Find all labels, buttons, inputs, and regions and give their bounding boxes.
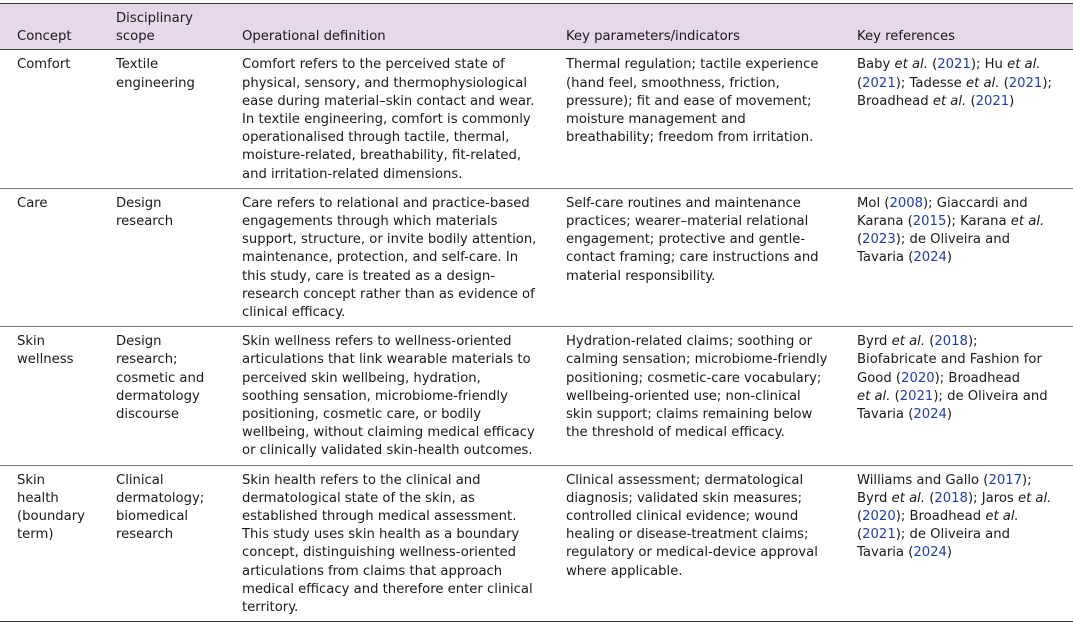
references-line [857, 231, 1069, 249]
scope-line: dermatology; [116, 490, 205, 506]
reference-year-link[interactable]: 2021 [1008, 75, 1043, 91]
parameters-line: breathability; freedom from irritation. [566, 130, 814, 146]
definition-line: or clinically validated skin-health outcomes. [242, 443, 533, 459]
scope-line: Clinical [116, 472, 164, 488]
parameters-line: Self-care routines and maintenance [566, 195, 801, 211]
reference-text: et al. [891, 334, 926, 350]
references-line [857, 370, 1069, 388]
reference-text: ) [946, 250, 953, 266]
definition-line: In textile engineering, comfort is commonly [242, 112, 531, 128]
scope-line: Design [116, 334, 162, 350]
reference-year-link[interactable]: 2021 [899, 388, 934, 404]
references-line [857, 490, 1069, 508]
table-header [0, 4, 1073, 50]
scope-cell [99, 465, 225, 622]
definition-line: physical, sensory, and thermophysiological [242, 75, 527, 91]
reference-text: et al. [857, 388, 891, 404]
header-concept: Concept [0, 4, 99, 50]
reference-text: et al. [985, 509, 1019, 525]
reference-text: ( [857, 527, 863, 543]
parameters-line: wellbeing-oriented use; non-clinical [566, 388, 801, 404]
definition-line: Skin wellness refers to wellness-oriented [242, 334, 512, 350]
header-row [0, 4, 1073, 50]
reference-text: Byrd [857, 334, 892, 350]
references-line [857, 526, 1069, 544]
reference-text: ); [1022, 472, 1032, 488]
definition-line: and irritation-related dimensions. [242, 166, 463, 182]
reference-year-link[interactable]: 2024 [913, 545, 947, 561]
scope-line: research [116, 527, 174, 543]
concept-line: wellness [17, 352, 74, 368]
reference-text: ) [946, 407, 953, 423]
scope-line: discourse [116, 407, 179, 423]
definition-cell [225, 50, 549, 188]
reference-text: ); Karana [946, 214, 1011, 230]
reference-text: ); Giaccardi and [923, 195, 1028, 211]
reference-text: et al. [1010, 214, 1045, 230]
reference-text: et al. [1007, 57, 1041, 73]
parameters-line: material responsibility. [566, 268, 716, 284]
references-line [857, 351, 1069, 369]
scope-cell [99, 188, 225, 326]
references-cell [840, 327, 1073, 465]
parameters-line: contact framing; care instructions and [566, 250, 819, 266]
reference-text: ( [857, 509, 863, 525]
concept-line: Skin [17, 334, 46, 350]
concept-line: Skin [17, 472, 46, 488]
table-row [0, 327, 1073, 465]
reference-text: ); de Oliveira and [933, 388, 1048, 404]
reference-text: ( [925, 334, 935, 350]
definition-line: articulations that link wearable materials to [242, 352, 531, 368]
definition-line: concept, distinguishing wellness-oriented [242, 545, 516, 561]
reference-text: ( [890, 388, 900, 404]
parameters-line: Clinical assessment; dermatological [566, 472, 804, 488]
references-line [857, 213, 1069, 231]
concept-line: (boundary [17, 509, 85, 525]
reference-text: ); [1042, 75, 1052, 91]
reference-text: Biofabricate and Fashion for [857, 352, 1042, 368]
parameters-line: controlled clinical evidence; wound [566, 509, 799, 525]
reference-text: ( [927, 57, 938, 73]
reference-text: ); Broadhead [895, 509, 986, 525]
definition-line: perceived skin wellbeing, hydration, [242, 370, 481, 386]
definition-line: positioning, cosmetic care, or bodily [242, 407, 482, 423]
parameters-line: healing or disease-treatment claims; [566, 527, 809, 543]
references-line [857, 406, 1069, 424]
scope-line: biomedical [116, 509, 189, 525]
reference-text: ); [967, 334, 978, 350]
references-line [857, 544, 1069, 562]
concept-line: Comfort [17, 57, 71, 73]
reference-year-link[interactable]: 2018 [934, 490, 968, 506]
reference-text: ); Jaros [967, 490, 1018, 506]
concept-line: Care [17, 195, 48, 211]
scope-line: research [116, 214, 174, 230]
parameters-cell [549, 465, 840, 622]
concept-cell [0, 327, 99, 465]
parameters-line: diagnosis; validated skin measures; [566, 490, 803, 506]
reference-text: Good ( [857, 370, 902, 386]
reference-year-link[interactable]: 2023 [862, 232, 896, 248]
scope-line: Textile [116, 57, 159, 73]
definition-line: established through medical assessment. [242, 509, 517, 525]
definition-line: support, structure, or invite bodily attention, [242, 232, 537, 248]
table-body [0, 50, 1073, 622]
concept-cell [0, 465, 99, 622]
references-cell [840, 465, 1073, 622]
definition-line: moisture-related, breathability, fit-related, [242, 148, 522, 164]
reference-text: et al. [932, 93, 967, 109]
definition-cell [225, 465, 549, 622]
reference-year-link[interactable]: 2024 [913, 407, 947, 423]
references-cell [840, 188, 1073, 326]
concept-cell [0, 188, 99, 326]
table-row [0, 188, 1073, 326]
definition-line: this study, care is treated as a design- [242, 268, 495, 284]
reference-text: ( [857, 232, 863, 248]
scope-line: engineering [116, 75, 195, 91]
references-line [857, 508, 1069, 526]
definition-line: maintenance, protection, and self-care. In [242, 250, 519, 266]
definition-line: articulations from claims that approach [242, 563, 503, 579]
definition-line: medical efficacy and therefore enter clinical [242, 581, 533, 597]
parameters-line: moisture management and [566, 112, 746, 128]
parameters-cell [549, 327, 840, 465]
concept-line: term) [17, 527, 54, 543]
reference-text: ) [946, 545, 953, 561]
reference-year-link[interactable]: 2015 [912, 214, 947, 230]
header-disciplinary-scope: Disciplinary scope [99, 4, 225, 50]
definition-line: soothing sensation, microbiome-friendly [242, 388, 508, 404]
scope-line: research; [116, 352, 178, 368]
scope-line: cosmetic and [116, 370, 205, 386]
parameters-line: where applicable. [566, 563, 683, 579]
parameters-line: pressure); fit and ease of movement; [566, 93, 812, 109]
reference-text: ); Hu [970, 57, 1008, 73]
reference-text: et al. [894, 57, 928, 73]
reference-text: Baby [857, 57, 895, 73]
table-row [0, 465, 1073, 622]
reference-year-link[interactable]: 2024 [913, 250, 947, 266]
scope-cell [99, 327, 225, 465]
concept-cell [0, 50, 99, 188]
reference-text: ) [1009, 93, 1015, 109]
references-line [857, 75, 1069, 93]
reference-text: Byrd [857, 490, 892, 506]
parameters-line: the threshold of medical efficacy. [566, 425, 785, 441]
reference-text: Williams and Gallo ( [857, 472, 989, 488]
reference-text: et al. [1017, 490, 1052, 506]
definition-line: This study uses skin health as a boundary [242, 527, 520, 543]
reference-text: Karana ( [857, 214, 913, 230]
reference-year-link[interactable]: 2021 [937, 57, 971, 73]
parameters-line: regulatory or medical-device approval [566, 545, 818, 561]
reference-text: Tavaria ( [857, 545, 914, 561]
parameters-line: positioning; cosmetic-care vocabulary; [566, 370, 822, 386]
definition-line: research concept rather than as evidence of [242, 286, 535, 302]
definition-line: ease during material–skin contact and wear. [242, 93, 535, 109]
reference-text: Broadhead [857, 93, 933, 109]
definition-line: Care refers to relational and practice-based [242, 195, 530, 211]
parameters-line: Hydration-related claims; soothing or [566, 334, 813, 350]
references-line [857, 388, 1069, 406]
definition-line: clinical efficacy. [242, 305, 346, 321]
parameters-line: (hand feel, smoothness, friction, [566, 75, 780, 91]
parameters-cell [549, 50, 840, 188]
references-line [857, 195, 1069, 213]
scope-line: Design [116, 195, 162, 211]
reference-year-link[interactable]: 2017 [988, 472, 1022, 488]
definition-cell [225, 188, 549, 326]
definition-cell [225, 327, 549, 465]
references-line [857, 472, 1069, 490]
reference-text: ( [966, 93, 976, 109]
reference-text: et al. [965, 75, 1000, 91]
reference-year-link[interactable]: 2021 [862, 527, 896, 543]
parameters-line: engagement; protective and gentle- [566, 232, 806, 248]
parameters-line: skin support; claims remaining below [566, 407, 813, 423]
scope-cell [99, 50, 225, 188]
definition-line: Comfort refers to the perceived state of [242, 57, 505, 73]
reference-year-link[interactable]: 2008 [889, 195, 924, 211]
reference-text: ( [857, 75, 863, 91]
definition-line: operationalised through tactile, thermal, [242, 130, 510, 146]
scope-line: dermatology [116, 388, 200, 404]
reference-text: ); Broadhead [934, 370, 1021, 386]
parameters-line: practices; wearer–material relational [566, 214, 809, 230]
reference-text: ); de Oliveira and [895, 232, 1010, 248]
parameters-line: Thermal regulation; tactile experience [566, 57, 819, 73]
reference-text: Tavaria ( [857, 407, 914, 423]
reference-text: ); Tadesse [895, 75, 966, 91]
reference-text: ( [925, 490, 935, 506]
reference-text: Mol ( [857, 195, 890, 211]
reference-year-link[interactable]: 2021 [862, 75, 896, 91]
reference-year-link[interactable]: 2020 [901, 370, 935, 386]
table-row [0, 50, 1073, 188]
header-key-references: Key references [840, 4, 1073, 50]
reference-year-link[interactable]: 2021 [975, 93, 1010, 109]
reference-text: ( [999, 75, 1009, 91]
references-line [857, 56, 1069, 74]
reference-text: ); de Oliveira and [895, 527, 1010, 543]
definition-line: wellbeing, without claiming medical efficacy [242, 425, 535, 441]
header-key-parameters: Key parameters/indicators [549, 4, 840, 50]
references-line [857, 93, 1069, 111]
definition-line: territory. [242, 600, 299, 616]
concept-line: health [17, 490, 59, 506]
reference-text: Tavaria ( [857, 250, 914, 266]
references-line [857, 333, 1069, 351]
concepts-table [0, 3, 1073, 622]
parameters-cell [549, 188, 840, 326]
reference-year-link[interactable]: 2018 [934, 334, 968, 350]
definition-line: engagements through which materials [242, 214, 498, 230]
header-operational-definition: Operational definition [225, 4, 549, 50]
reference-year-link[interactable]: 2020 [862, 509, 896, 525]
references-line [857, 249, 1069, 267]
references-cell [840, 50, 1073, 188]
definition-line: Skin health refers to the clinical and [242, 472, 481, 488]
definition-line: dermatological state of the skin, as [242, 490, 475, 506]
parameters-line: calming sensation; microbiome-friendly [566, 352, 828, 368]
reference-text: et al. [891, 490, 926, 506]
